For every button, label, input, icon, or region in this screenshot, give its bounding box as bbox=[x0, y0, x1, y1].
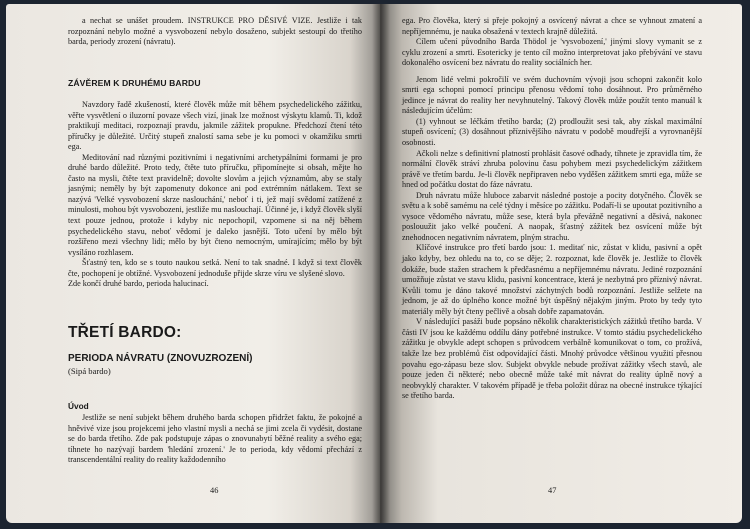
right-body bbox=[402, 16, 702, 402]
left-body-2 bbox=[68, 413, 362, 466]
page-number: 46 bbox=[210, 486, 219, 495]
closing-line: Zde končí druhé bardo, perioda halucinací. bbox=[68, 279, 209, 289]
book-gutter bbox=[372, 4, 390, 523]
paragraph: V následující pasáži bude popsáno několik charakteristických zážitků třetího barda. V části IV jsou ke každému oddílu dány potřebné instrukce. V tomto stádiu psychedelického zážitku je obvykle adept schopen s průvodcem verbálně komunikovat o tom, co prožívá, takže lze bez problémů číst odpovídající části. Mnohý průvodce většinou využití přesnou povahu ego-zápasu beze slov. Subjekt obvykle nebude prožívat zážitky všech stavů, ale pouze jeden či některé; nebo obecně může také mít návrat do reality úplně nový a neobvyklý charakter. V takovém případě je třeba položit důraz na obecné instrukce týkající se třetího barda. bbox=[402, 317, 702, 401]
paragraph: Šťastný ten, kdo se s touto naukou setká. Není to tak snadné. I když si text člověk čte, pochopení je obtížné. Vysvobození jednoduše přijde skrze víru ve slyšené slovo. bbox=[68, 258, 362, 278]
paragraph: Ačkoli nelze s definitivní platností prohlásit časové odhady, tíhnete je zpravidla tím, že normální člověk stráví zhruba polovinu času pohybem mezi psychedelickým zážitkem právě ve třetím bardu. Je-li člověk nepřipraven nebo vyděšen zážitkem smrti ega, může se hned od počátku dostat do fáze návratu. bbox=[402, 148, 702, 190]
right-page bbox=[380, 4, 742, 523]
period-subtitle: (Sipá bardo) bbox=[68, 366, 111, 376]
intro-paragraph: a nechat se unášet proudem. INSTRUKCE PRO DĚSIVÉ VIZE. Jestliže i tak rozpoznání nebylo možné a vysvobození nebylo dosaženo, subjekt sestoupí do třetího barda, periody zrození (návratu). bbox=[68, 16, 362, 47]
subsection-heading: Úvod bbox=[68, 401, 89, 411]
period-title: PERIODA NÁVRATU (ZNOVUZROZENÍ) bbox=[68, 353, 253, 364]
left-page-text bbox=[68, 16, 362, 48]
chapter-title: TŘETÍ BARDO: bbox=[68, 324, 182, 341]
paragraph: Navzdory řadě zkušeností, které člověk může mít během psychedelického zážitku, věřte vysvětlení o iluzorní povaze všech vizí, jinak lze možnost výskytu klamů. Ti, kdož praktikují meditaci, rozpoznají pravdu, jakmile zážitek propukne. Předchozí čtení této příručky je důležité. Určitý stupeň znalostí sama sebe je ku pomoci v okamžiku smrti ega. bbox=[68, 100, 362, 152]
numbered-list: (1) vyhnout se léčkám třetího barda; (2) prodloužit sesi tak, aby získal maximální stupeň osvícení; (3) dosáhnout příznivějšího návratu v podobě moudřejší a vyrovnanější osobnosti. bbox=[402, 116, 702, 148]
left-body bbox=[68, 100, 362, 290]
paragraph: Klíčové instrukce pro třetí bardo jsou: 1. meditať nic, zůstat v klidu, pasivní a opět jako kdyby, bez ohledu na to, co se děje; 2. rozpoznat, kde člověk je. Jestliže to člověk dokáže, bude stažen strachem k předčasnému a nepříjemnému návratu. Jediné rozpoznání umožňuje zůstat ve stavu klidu, pasivní koncentrace, která je nezbytná pro příznivý návrat. Kvůli tomu je dáno takové množství záchytných bodů rozpoznání. Jestliže selžete na jednom, je až do úplného konce možné být úspěšný nějakým jiným. Proto by tedy tyto materiály měly být čteny pečlivě a obsah dobře zapamatován. bbox=[402, 243, 702, 316]
paragraph: Meditování nad různými pozitivními i negativními archetypálními formami je pro druhé bardo důležité. Proto tedy, čtěte tuto příručku, připomínejte si obsah, mějte ho často na mysli, čtěte text pravidelně; dovolte slovům a jejich významům, aby se staly jasnými; neměly by být zapomenuty dokonce ani pod extrémním nátlakem. Text se nazývá 'Velké vysvobození skrze naslouchání,' neboť i ti, jež mají svědomí zatížené z minulosti, mohou být vysvobozeni, jestliže mu naslouchají. Účinné je, i když člověk slyší text pouze jednou, protože i kdyby nic nepochopil, vzpomene si na něj během psychedelického stavu, neboť vědomí je daleko jasnější. Toto učení by mělo být rozšířeno mezi všechny lidi; mělo by být čteno nemocným, umírajícím; mělo by být vysíláno rozhlasem. bbox=[68, 152, 362, 257]
paragraph: ega. Pro člověka, který si přeje pokojný a osvícený návrat a chce se vyhnout zmatení a nepříjemnému, je nauka obsažená v textech krajně důležitá. bbox=[402, 16, 702, 36]
paragraph: Jenom lidé velmi pokročilí ve svém duchovním vývoji jsou schopni zakončit kolo smrti ega schopni pomocí principu přenosu vědomí toho dosáhnout. Pro průměrného jedince je návrat do reality her nevyhnutelný. Takový člověk může použít tento manuál k následujícím účelům: bbox=[402, 74, 702, 116]
section-heading: ZÁVĚREM K DRUHÉMU BARDU bbox=[68, 78, 201, 88]
paragraph: Jestliže se není subjekt během druhého barda schopen přidržet faktu, že pokojné a hněvivé vize jsou projekcemi jeho vlastní mysli a nechá se jimi zcela či vydésit, dostane se do barda třetího. Zde pak podstupuje zápas o znovunabytí běžné reality a svého ega; tíhnete ho nazývají bardem 'hledání zrození.' Je to perioda, kdy vědomí přechází z transcendentální reality do reality každodenního bbox=[68, 413, 362, 465]
left-page bbox=[6, 4, 380, 523]
paragraph: Druh návratu může hluboce zabarvit následné postoje a pocity dotyčného. Člověk se světu a k sobě samému na celé týdny i měsíce po zážitku. Podaří-li se upoutat pozitivního a vysoce vědomého návratu, může sese, která byla převážně negativní a děsivá, nakonec poslouužit jako velké poučení. A naopak, šťastný zážitek bez osvícení může být znehodnocen negativním návratem, plným strachu. bbox=[402, 190, 702, 242]
paragraph: Cílem učení původního Barda Thödol je 'vysvobození,' jinými slovy vymanit se z cyklu zrození a smrti. Esotericky je tento cíl možno interpretovat jako přebývání ve stavu dokonalého osvícení bez návratu do reality sociálních her. bbox=[402, 37, 702, 68]
page-number: 47 bbox=[548, 486, 557, 495]
